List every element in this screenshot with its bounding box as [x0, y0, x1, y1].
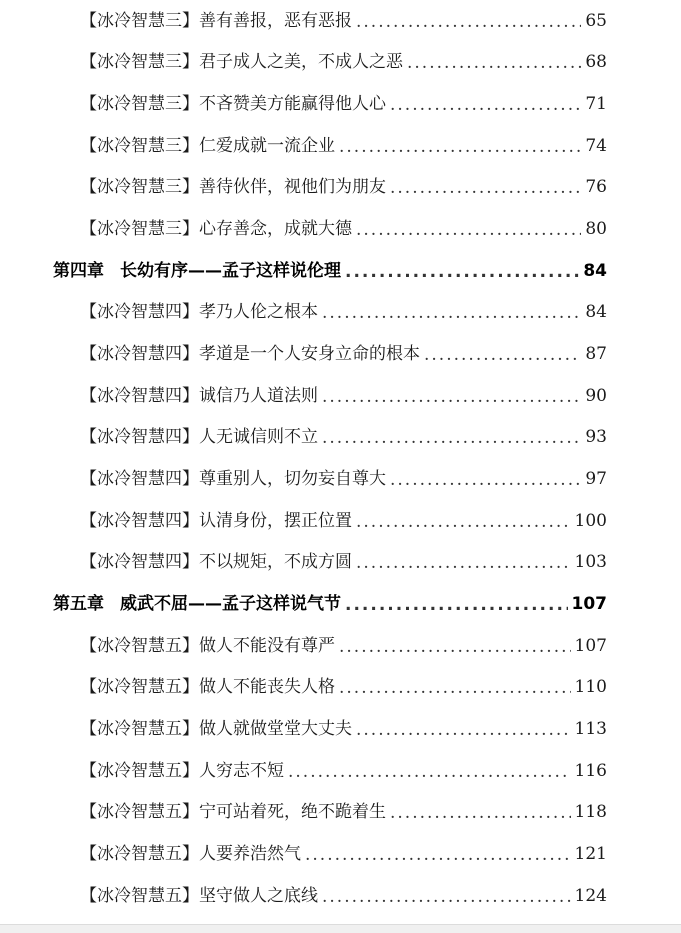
- toc-entry-title: 【冰冷智慧五】宁可站着死，绝不跪着生: [80, 802, 386, 822]
- toc-entry[interactable]: [80, 800, 607, 824]
- chapter-title: 威武不屈——孟子这样说气节: [120, 594, 341, 614]
- toc-entry-title: 【冰冷智慧五】人穷志不短: [80, 761, 284, 781]
- toc-entry[interactable]: [80, 175, 607, 199]
- toc-entry-page: 107: [574, 636, 607, 656]
- dot-leader: [339, 635, 571, 659]
- toc-chapter-entry[interactable]: [53, 259, 607, 283]
- toc-entry-title: 【冰冷智慧三】善有善报，恶有恶报: [80, 11, 352, 31]
- dot-leader: [390, 176, 581, 200]
- toc-entry[interactable]: [80, 425, 607, 449]
- toc-entry[interactable]: [80, 92, 607, 116]
- dot-leader: [356, 551, 571, 575]
- dot-leader: [356, 10, 581, 34]
- dot-leader: [390, 468, 581, 492]
- dot-leader: [322, 385, 581, 409]
- toc-entry-page: 76: [585, 177, 607, 197]
- dot-leader: [339, 676, 571, 700]
- toc-entry[interactable]: [80, 342, 607, 366]
- chapter-page: 107: [571, 594, 607, 614]
- toc-entry-page: 74: [585, 136, 607, 156]
- toc-entry-title: 【冰冷智慧四】诚信乃人道法则: [80, 386, 318, 406]
- dot-leader: [345, 260, 579, 284]
- toc-entry-page: 68: [585, 52, 607, 72]
- toc-entry[interactable]: [80, 634, 607, 658]
- toc-entry[interactable]: [80, 509, 607, 533]
- toc-entry-title: 【冰冷智慧五】做人就做堂堂大丈夫: [80, 719, 352, 739]
- dot-leader: [407, 51, 581, 75]
- toc-entry[interactable]: [80, 884, 607, 908]
- toc-entry[interactable]: [80, 134, 607, 158]
- toc-entry[interactable]: [80, 9, 607, 33]
- toc-entry-page: 93: [585, 427, 607, 447]
- toc-entry-title: 【冰冷智慧三】不吝赞美方能赢得他人心: [80, 94, 386, 114]
- toc-entry-page: 103: [574, 552, 607, 572]
- toc-entry[interactable]: [80, 300, 607, 324]
- toc-entry[interactable]: [80, 550, 607, 574]
- toc-entry[interactable]: [80, 467, 607, 491]
- dot-leader: [390, 93, 581, 117]
- toc-entry-page: 71: [585, 94, 607, 114]
- dot-leader: [322, 885, 571, 909]
- chapter-number: 第四章: [53, 261, 104, 281]
- toc-entry[interactable]: [80, 217, 607, 241]
- toc-entry-title: 【冰冷智慧三】君子成人之美，不成人之恶: [80, 52, 403, 72]
- toc-entry-title: 【冰冷智慧五】坚守做人之底线: [80, 886, 318, 906]
- toc-entry[interactable]: [80, 759, 607, 783]
- toc-entry-page: 97: [585, 469, 607, 489]
- toc-entry-title: 【冰冷智慧五】人要养浩然气: [80, 844, 301, 864]
- toc-entry-page: 110: [574, 677, 607, 697]
- toc-entry-title: 【冰冷智慧四】不以规矩，不成方圆: [80, 552, 352, 572]
- dot-leader: [322, 301, 581, 325]
- toc-entry-page: 87: [585, 344, 607, 364]
- toc-entry[interactable]: [80, 384, 607, 408]
- chapter-page: 84: [583, 261, 607, 281]
- chapter-number: 第五章: [53, 594, 104, 614]
- toc-entry-title: 【冰冷智慧四】认清身份，摆正位置: [80, 511, 352, 531]
- toc-entry-title: 【冰冷智慧四】孝乃人伦之根本: [80, 302, 318, 322]
- dot-leader: [288, 760, 571, 784]
- dot-leader: [345, 593, 568, 617]
- dot-leader: [390, 801, 571, 825]
- toc-entry-title: 【冰冷智慧三】心存善念，成就大德: [80, 219, 352, 239]
- dot-leader: [356, 718, 571, 742]
- dot-leader: [322, 426, 581, 450]
- toc-entry-title: 【冰冷智慧四】孝道是一个人安身立命的根本: [80, 344, 420, 364]
- toc-entry-page: 116: [574, 761, 607, 781]
- toc-chapter-entry[interactable]: [53, 592, 607, 616]
- toc-entry[interactable]: [80, 842, 607, 866]
- toc-entry-page: 113: [574, 719, 607, 739]
- toc-entry[interactable]: [80, 675, 607, 699]
- dot-leader: [356, 510, 571, 534]
- dot-leader: [305, 843, 571, 867]
- chapter-title: 长幼有序——孟子这样说伦理: [120, 261, 341, 281]
- toc-entry-title: 【冰冷智慧三】仁爱成就一流企业: [80, 136, 335, 156]
- toc-entry-title: 【冰冷智慧五】做人不能没有尊严: [80, 636, 335, 656]
- toc-entry-page: 100: [574, 511, 607, 531]
- toc-entry[interactable]: [80, 717, 607, 741]
- toc-entry[interactable]: [80, 50, 607, 74]
- dot-leader: [356, 218, 581, 242]
- toc-entry-page: 90: [585, 386, 607, 406]
- toc-entry-title: 【冰冷智慧四】尊重别人，切勿妄自尊大: [80, 469, 386, 489]
- toc-entry-title: 【冰冷智慧五】做人不能丧失人格: [80, 677, 335, 697]
- toc-entry-page: 118: [574, 802, 607, 822]
- toc-entry-title: 【冰冷智慧四】人无诚信则不立: [80, 427, 318, 447]
- toc-entry-page: 65: [585, 11, 607, 31]
- toc-entry-page: 124: [574, 886, 607, 906]
- toc-entry-page: 121: [574, 844, 607, 864]
- toc-entry-title: 【冰冷智慧三】善待伙伴，视他们为朋友: [80, 177, 386, 197]
- dot-leader: [424, 343, 581, 367]
- toc-entry-page: 80: [585, 219, 607, 239]
- dot-leader: [339, 135, 581, 159]
- toc-entry-page: 84: [585, 302, 607, 322]
